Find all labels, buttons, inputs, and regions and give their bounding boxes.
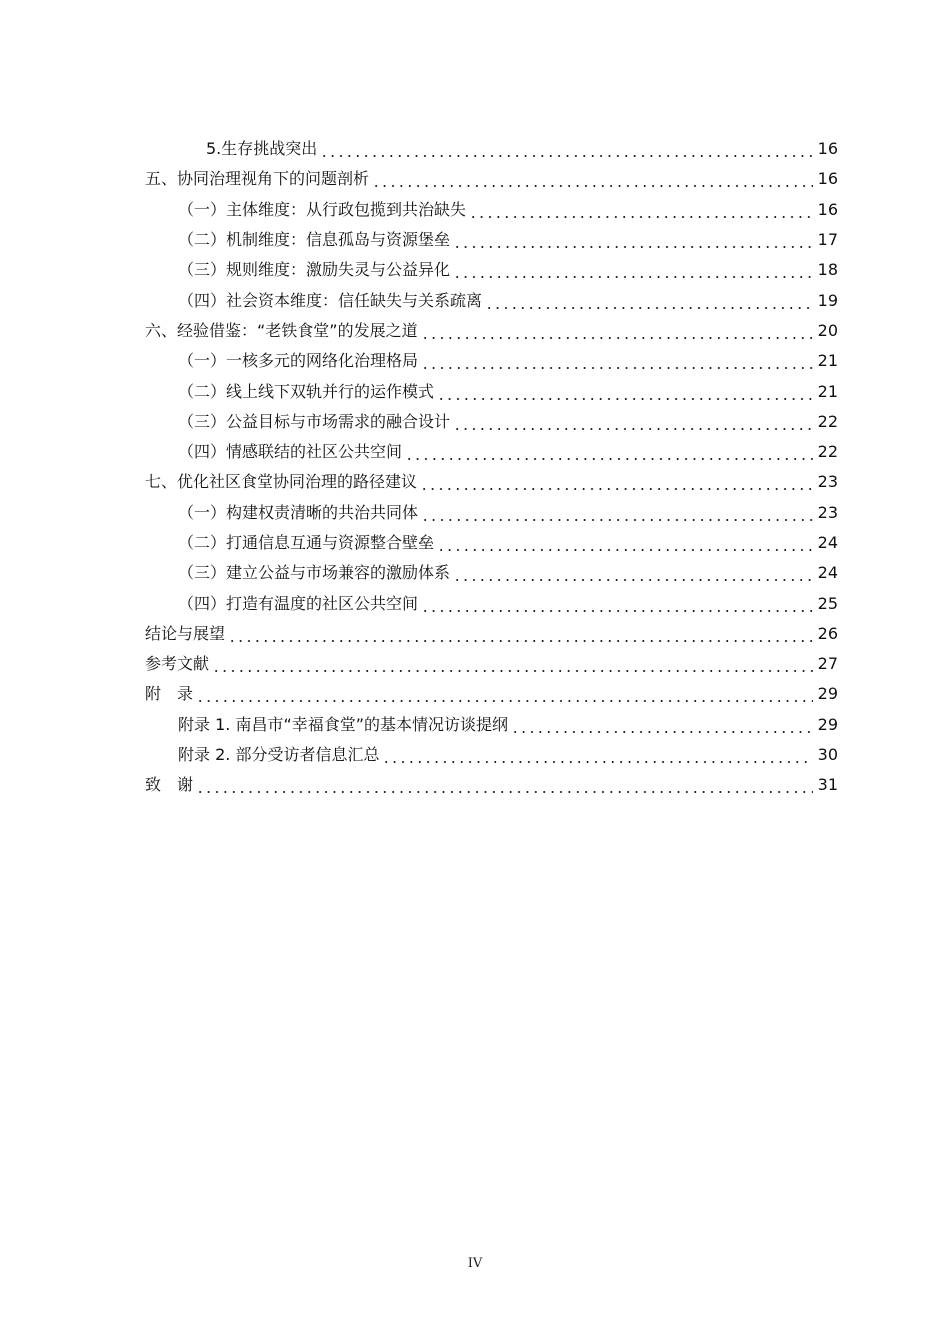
page-number: IV (467, 1256, 483, 1271)
toc-dot-leader (212, 654, 813, 674)
toc-dot-leader (196, 684, 813, 704)
toc-dot-leader (453, 230, 813, 250)
toc-entry-page: 20 (817, 320, 838, 340)
toc-entry[interactable] (0, 407, 950, 437)
toc-dot-leader (453, 563, 813, 583)
toc-entry-title: 附录 2. 部分受访者信息汇总 (178, 745, 380, 765)
toc-dot-leader (453, 260, 813, 280)
toc-entry[interactable] (0, 588, 950, 618)
toc-entry-page: 16 (817, 139, 838, 159)
toc-entry[interactable] (0, 164, 950, 194)
table-of-contents (0, 134, 950, 801)
toc-entry[interactable] (0, 558, 950, 588)
toc-dot-leader (453, 412, 813, 432)
toc-entry[interactable] (0, 255, 950, 285)
toc-entry-title: （四）情感联结的社区公共空间 (178, 442, 403, 462)
toc-dot-leader (420, 472, 813, 492)
toc-dot-leader (405, 442, 813, 462)
toc-entry-page: 21 (817, 381, 838, 401)
toc-dot-leader (196, 775, 813, 795)
toc-entry-title: 致 谢 (145, 775, 194, 795)
toc-entry[interactable] (0, 710, 950, 740)
toc-entry[interactable] (0, 437, 950, 467)
toc-entry[interactable] (0, 679, 950, 709)
toc-dot-leader (382, 745, 813, 765)
toc-entry-title: 附录 1. 南昌市“幸福食堂”的基本情况访谈提纲 (178, 714, 509, 734)
toc-entry-page: 16 (817, 169, 838, 189)
toc-entry-page: 31 (817, 775, 838, 795)
toc-entry-page: 21 (817, 351, 838, 371)
toc-entry-page: 22 (817, 442, 838, 462)
toc-dot-leader (437, 533, 813, 553)
toc-entry[interactable] (0, 619, 950, 649)
toc-entry-page: 24 (817, 563, 838, 583)
toc-entry-title: 参考文献 (145, 654, 210, 674)
toc-entry-page: 27 (817, 654, 838, 674)
toc-entry-title: （一）构建权责清晰的共治共同体 (178, 502, 419, 522)
toc-dot-leader (421, 351, 813, 371)
toc-entry-page: 17 (817, 230, 838, 250)
toc-entry-title: （三）建立公益与市场兼容的激励体系 (178, 563, 451, 583)
toc-dot-leader (437, 382, 813, 402)
toc-entry-page: 16 (817, 199, 838, 219)
toc-entry-title: 五、协同治理视角下的问题剖析 (145, 169, 370, 189)
toc-entry-title: （一）主体维度：从行政包揽到共治缺失 (178, 199, 467, 219)
toc-dot-leader (372, 169, 813, 189)
toc-entry-title: 七、优化社区食堂协同治理的路径建议 (145, 472, 418, 492)
toc-entry-page: 25 (817, 593, 838, 613)
toc-entry[interactable] (0, 316, 950, 346)
toc-entry[interactable] (0, 195, 950, 225)
toc-entry[interactable] (0, 770, 950, 800)
toc-dot-leader (421, 321, 813, 341)
toc-entry-page: 29 (817, 714, 838, 734)
toc-entry-page: 18 (817, 260, 838, 280)
toc-entry-title: （一）一核多元的网络化治理格局 (178, 351, 419, 371)
toc-entry-title: 六、经验借鉴：“老铁食堂”的发展之道 (145, 320, 418, 340)
toc-dot-leader (511, 715, 813, 735)
toc-entry[interactable] (0, 649, 950, 679)
toc-entry[interactable] (0, 285, 950, 315)
toc-dot-leader (228, 624, 813, 644)
toc-entry-title: （二）机制维度：信息孤岛与资源堡垒 (178, 230, 451, 250)
toc-entry-title: （二）线上线下双轨并行的运作模式 (178, 381, 435, 401)
toc-dot-leader (421, 503, 813, 523)
toc-entry[interactable] (0, 467, 950, 497)
toc-entry-title: 结论与展望 (145, 623, 226, 643)
toc-entry[interactable] (0, 498, 950, 528)
toc-entry-page: 23 (817, 502, 838, 522)
toc-entry-page: 23 (817, 472, 838, 492)
toc-entry-title: （三）规则维度：激励失灵与公益异化 (178, 260, 451, 280)
toc-entry-page: 24 (817, 533, 838, 552)
toc-dot-leader (320, 139, 813, 159)
toc-entry-title: 5.生存挑战突出 (206, 139, 318, 159)
toc-entry-title: （四）打造有温度的社区公共空间 (178, 593, 419, 613)
toc-entry[interactable] (0, 134, 950, 164)
toc-entry[interactable] (0, 225, 950, 255)
toc-entry-page: 26 (817, 623, 838, 643)
toc-entry[interactable] (0, 528, 950, 558)
toc-dot-leader (469, 200, 813, 220)
toc-entry[interactable] (0, 376, 950, 406)
toc-entry-title: 附 录 (145, 684, 194, 704)
toc-dot-leader (485, 291, 813, 311)
toc-entry-title: （二）打通信息互通与资源整合壁垒 (178, 533, 435, 552)
toc-entry-title: （三）公益目标与市场需求的融合设计 (178, 411, 451, 431)
toc-entry[interactable] (0, 740, 950, 770)
toc-entry-page: 29 (817, 684, 838, 704)
toc-entry-page: 30 (817, 745, 838, 765)
toc-entry[interactable] (0, 346, 950, 376)
toc-dot-leader (421, 594, 813, 614)
toc-entry-page: 19 (817, 290, 838, 310)
toc-entry-title: （四）社会资本维度：信任缺失与关系疏离 (178, 290, 483, 310)
toc-entry-page: 22 (817, 411, 838, 431)
